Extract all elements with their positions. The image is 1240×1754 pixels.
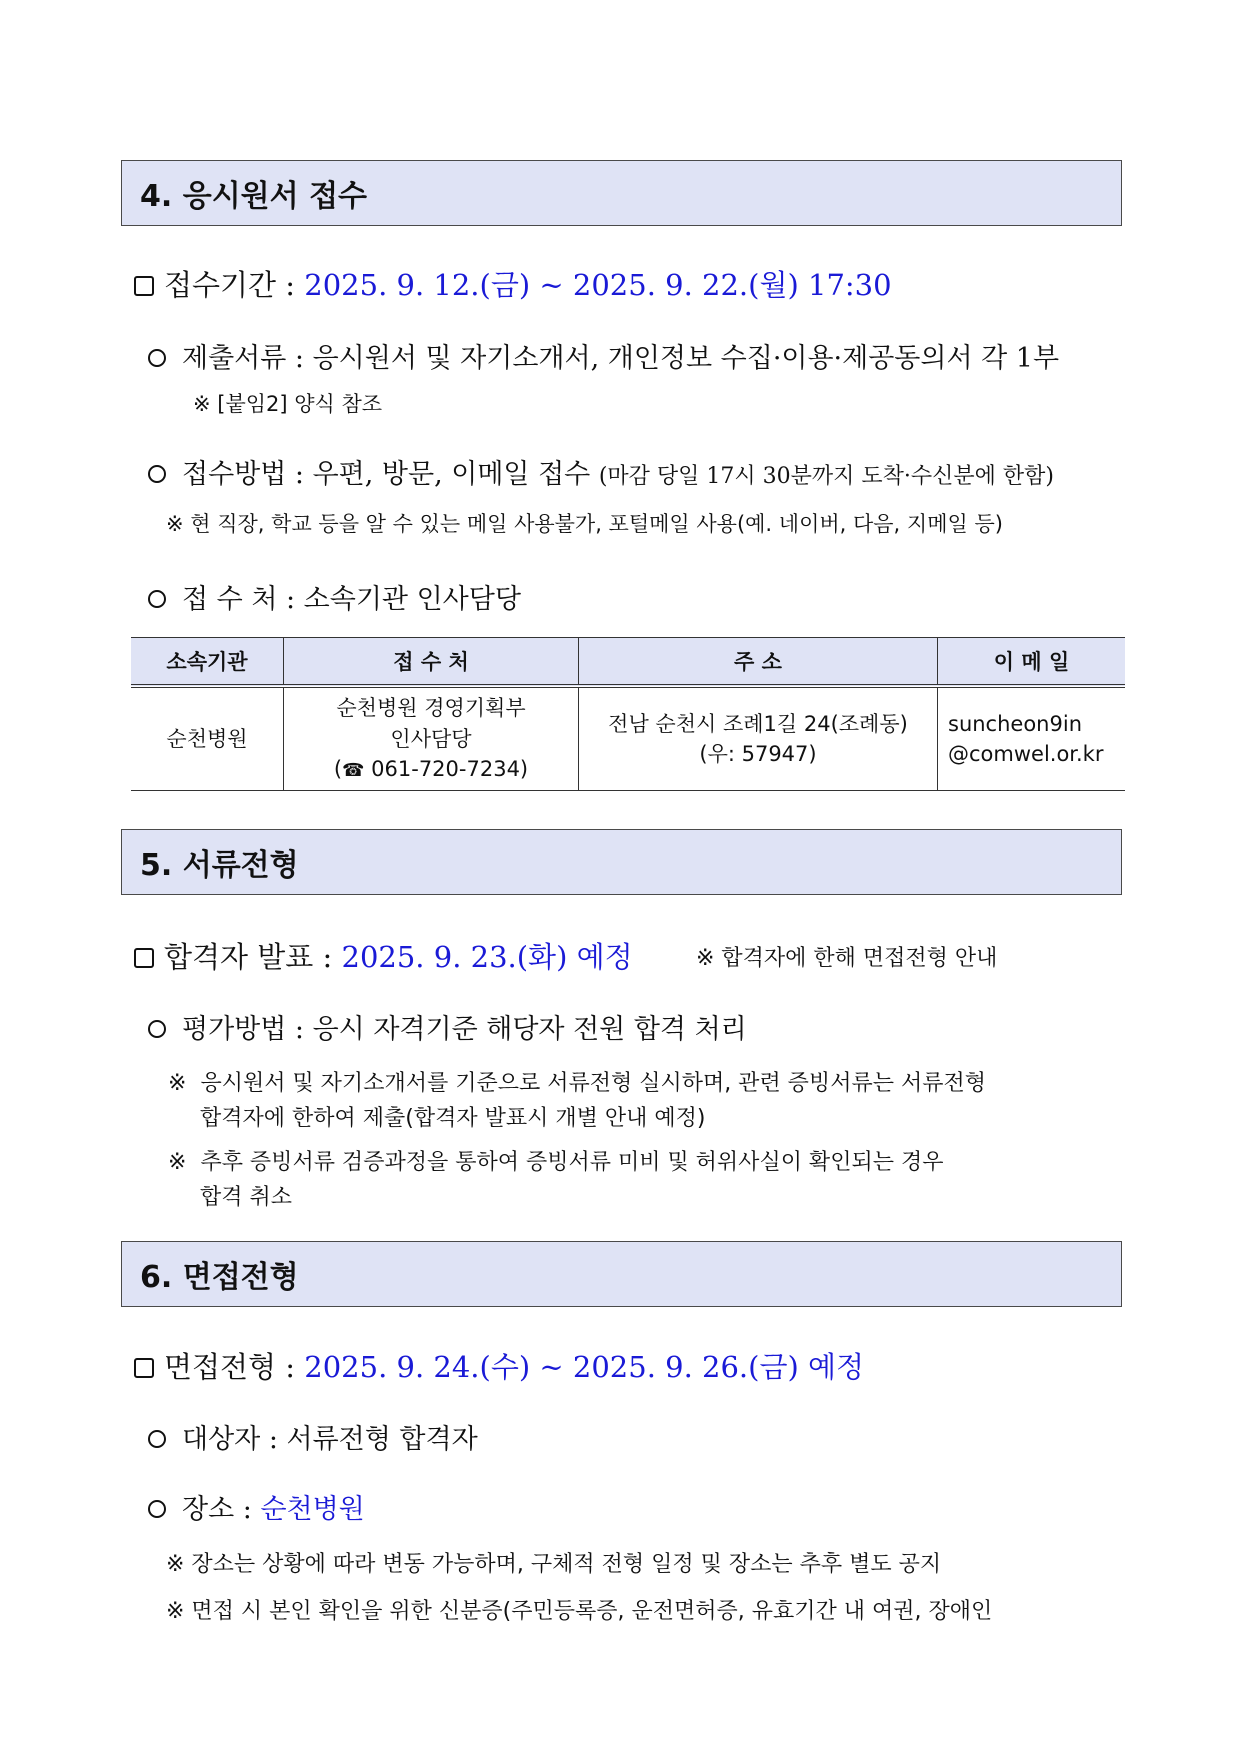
reception-place-text: 접 수 처 : 소속기관 인사담당 [182,584,521,615]
announce-line [134,935,633,976]
reception-table [131,637,1125,791]
note-mark: ※ [168,1071,187,1096]
interview-label: 면접전형 : [164,1350,305,1384]
table-row [131,686,1125,791]
venue-note-1: ※ 장소는 상황에 따라 변동 가능하며, 구체적 전형 일정 및 장소는 추후 별도 공지 [166,1552,942,1577]
section-6-title: 6. 면접전형 [140,1260,299,1295]
section-5-title: 5. 서류전형 [140,848,299,883]
table-header-row [131,638,1125,687]
circle-bullet-icon [148,590,166,608]
announce-note: ※ 합격자에 한해 면접전형 안내 [696,946,998,971]
announce-label: 합격자 발표 : [164,940,342,974]
email-domain: @comwel.or.kr [948,742,1104,766]
reception-place-line [148,577,521,616]
venue-value: 순천병원 [260,1494,365,1525]
eval-method-line [148,1007,747,1046]
reception-period-value: 2025. 9. 12.(금) ~ 2025. 9. 22.(월) 17:30 [304,268,892,302]
postal-code: (우: 57947) [699,742,817,766]
cell-address [579,686,938,791]
col-header-email: 이 메 일 [938,638,1126,687]
address-line: 전남 순천시 조례1길 24(조례동) [608,711,908,736]
interview-line [134,1345,864,1386]
venue-line [148,1487,365,1526]
circle-bullet-icon [148,1500,166,1518]
eval-note-2: ※ 추후 증빙서류 검증과정을 통하여 증빙서류 미비 및 허위사실이 확인되는 경우 [168,1150,944,1175]
cell-email [938,686,1126,791]
submit-docs-text: 제출서류 : 응시원서 및 자기소개서, 개인정보 수집·이용·제공동의서 각 1부 [182,343,1060,374]
circle-bullet-icon [148,1020,166,1038]
target-text: 대상자 : 서류전형 합격자 [182,1424,478,1455]
eval-note-1-cont: 합격자에 한하여 제출(합격자 발표시 개별 안내 예정) [200,1106,706,1131]
note-mark: ※ [168,1150,187,1175]
eval-method-text: 평가방법 : 응시 자격기준 해당자 전원 합격 처리 [182,1014,747,1045]
reception-method-text: 접수방법 : 우편, 방문, 이메일 접수 [182,459,599,490]
venue-note-2: ※ 면접 시 본인 확인을 위한 신분증(주민등록증, 운전면허증, 유효기간 내 여권, 장애인 [166,1599,993,1624]
dept-phone: (☎ 061-720-7234) [285,754,577,784]
checkbox-square-icon [134,1358,154,1378]
col-header-dept: 접 수 처 [284,638,579,687]
dept-sub: 인사담당 [390,726,472,751]
col-header-org: 소속기관 [131,638,284,687]
cell-dept [284,686,579,791]
reception-period-line [134,263,892,304]
section-4-header [121,160,1122,226]
interview-value: 2025. 9. 24.(수) ~ 2025. 9. 26.(금) 예정 [304,1350,865,1384]
reception-method-line [148,452,1054,491]
circle-bullet-icon [148,1430,166,1448]
venue-label: 장소 : [182,1494,261,1525]
submit-docs-note: ※ [붙임2] 양식 참조 [193,392,383,416]
email-local: suncheon9in [948,711,1082,736]
submit-docs-line [148,336,1059,375]
section-6-header [121,1241,1122,1307]
checkbox-square-icon [134,276,154,296]
circle-bullet-icon [148,349,166,367]
announce-value: 2025. 9. 23.(화) 예정 [341,940,633,974]
dept-name: 순천병원 경영기획부 [336,696,526,721]
circle-bullet-icon [148,465,166,483]
phone-number: 061-720-7234) [364,757,529,782]
section-4-title: 4. 응시원서 접수 [140,179,368,214]
eval-note-1: ※ 응시원서 및 자기소개서를 기준으로 서류전형 실시하며, 관련 증빙서류는 서류전형 [168,1071,986,1096]
section-5-header [121,829,1122,895]
reception-period-label: 접수기간 : [164,268,305,302]
cell-org: 순천병원 [131,686,284,791]
phone-icon: ☎ [342,760,365,782]
col-header-address: 주 소 [579,638,938,687]
reception-method-deadline: (마감 당일 17시 30분까지 도착·수신분에 한함) [598,464,1054,489]
reception-method-note: ※ 현 직장, 학교 등을 알 수 있는 메일 사용불가, 포털메일 사용(예. 네이버, 다음, 지메일 등) [166,512,1003,536]
checkbox-square-icon [134,948,154,968]
target-line [148,1417,478,1456]
eval-note-2-cont: 합격 취소 [200,1185,293,1210]
